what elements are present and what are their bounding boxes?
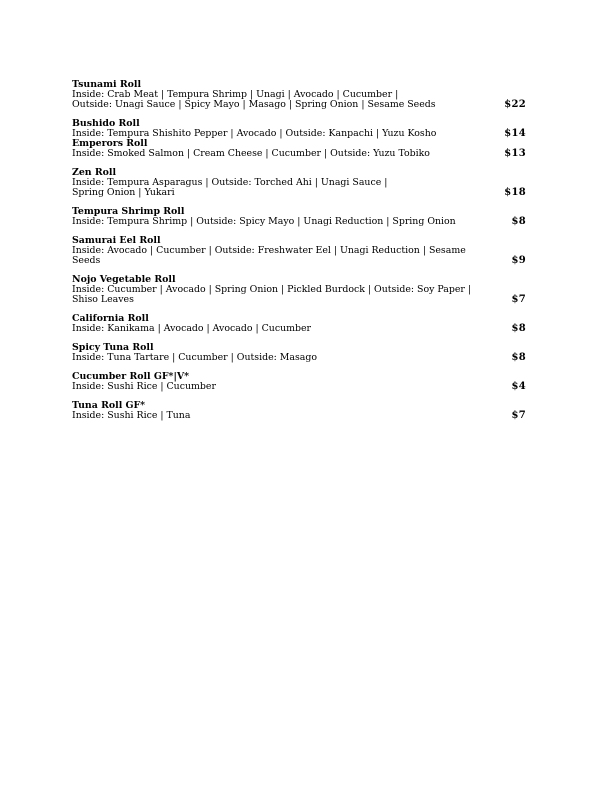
menu-item-tuna-roll (72, 401, 532, 421)
item-price: $8 (511, 323, 526, 334)
item-name: Emperors Roll (72, 138, 148, 149)
item-price: $4 (511, 381, 526, 392)
item-price: $13 (504, 148, 526, 159)
menu-list (72, 80, 532, 421)
menu-item-nojo-vegetable-roll (72, 275, 532, 305)
item-price: $22 (504, 99, 526, 110)
item-description: Inside: Kanikama | Avocado | Avocado | Cucumber (72, 323, 312, 334)
item-price: $14 (504, 128, 526, 139)
item-description: Inside: Cucumber | Avocado | Spring Onion | Pickled Burdock | Outside: Soy Paper | Shiso Leaves (72, 284, 472, 305)
item-name: Tempura Shrimp Roll (72, 206, 185, 217)
menu-item-emperors-roll (72, 139, 532, 159)
menu-item-spicy-tuna-roll (72, 343, 532, 363)
item-price: $8 (511, 216, 526, 227)
item-price: $8 (511, 352, 526, 363)
item-name: Tsunami Roll (72, 79, 142, 90)
menu-item-bushido-roll (72, 119, 532, 139)
menu-item-california-roll (72, 314, 532, 334)
item-name: Samurai Eel Roll (72, 235, 161, 246)
item-name: Tuna Roll GF* (72, 400, 146, 411)
item-name: Cucumber Roll GF*|V* (72, 371, 190, 382)
item-name: Spicy Tuna Roll (72, 342, 154, 353)
menu-item-zen-roll (72, 168, 532, 198)
item-description: Inside: Avocado | Cucumber | Outside: Freshwater Eel | Unagi Reduction | Sesame Seeds (72, 245, 466, 266)
item-description: Inside: Sushi Rice | Tuna (72, 410, 191, 421)
item-price: $9 (511, 255, 526, 266)
item-description: Inside: Tuna Tartare | Cucumber | Outside: Masago (72, 352, 317, 363)
item-name: Zen Roll (72, 167, 117, 178)
menu-item-cucumber-roll (72, 372, 532, 392)
item-name: Nojo Vegetable Roll (72, 274, 176, 285)
item-price: $18 (504, 187, 526, 198)
item-name: California Roll (72, 313, 149, 324)
item-description: Inside: Crab Meat | Tempura Shrimp | Unagi | Avocado | Cucumber | Outside: Unagi Sauce | Spicy Mayo | Masago | Spring Onion | Sesame Seeds (72, 89, 436, 110)
menu-item-samurai-eel-roll (72, 236, 532, 266)
item-name: Bushido Roll (72, 118, 140, 129)
item-price: $7 (511, 410, 526, 421)
item-description: Inside: Tempura Asparagus | Outside: Torched Ahi | Unagi Sauce | Spring Onion | Yukari (72, 177, 388, 198)
item-description: Inside: Smoked Salmon | Cream Cheese | Cucumber | Outside: Yuzu Tobiko (72, 148, 430, 159)
menu-item-tempura-shrimp-roll (72, 207, 532, 227)
item-description: Inside: Tempura Shrimp | Outside: Spicy Mayo | Unagi Reduction | Spring Onion (72, 216, 456, 227)
menu-item-tsunami-roll (72, 80, 532, 110)
item-description: Inside: Sushi Rice | Cucumber (72, 381, 216, 392)
item-price: $7 (511, 294, 526, 305)
item-description: Inside: Tempura Shishito Pepper | Avocado | Outside: Kanpachi | Yuzu Kosho (72, 128, 437, 139)
